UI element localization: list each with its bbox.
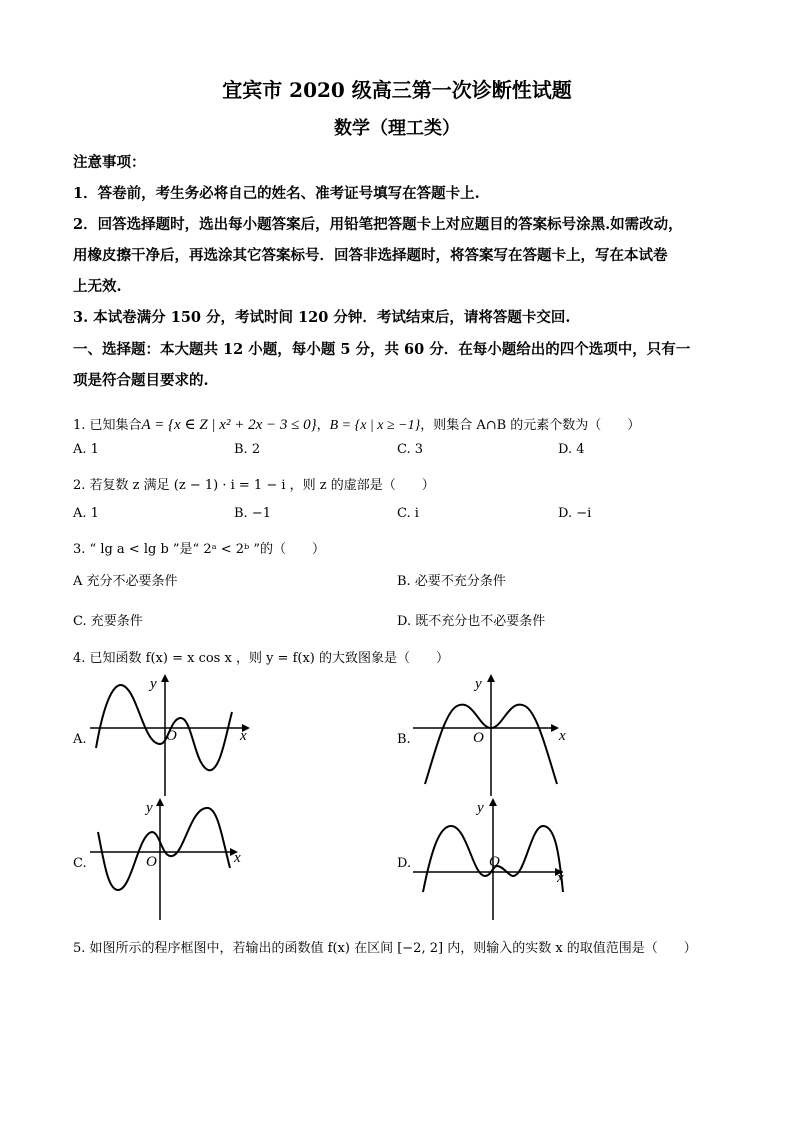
x-axis-label: x (234, 850, 241, 866)
y-axis-arrow (161, 674, 169, 682)
question-3-stem: 3. “ lg a < lg b ”是“ 2ᵃ < 2ᵇ ”的（ ） (73, 542, 326, 557)
option-2c[interactable]: C. i (397, 506, 419, 521)
question-1-suffix: ，则集合 A∩B 的元素个数为（ ） (420, 418, 641, 433)
y-axis-label: y (150, 676, 157, 692)
option-4c[interactable]: C. (73, 856, 87, 871)
question-1-comma: ， (316, 418, 330, 433)
x-axis-label: x (557, 870, 564, 886)
y-axis-arrow (487, 674, 495, 682)
option-1a[interactable]: A. 1 (73, 442, 99, 457)
notice-item: 2．回答选择题时，选出每小题答案后，用铅笔把答题卡上对应题目的答案标号涂黑.如需改动， (73, 216, 683, 233)
notice-item: 上无效. (73, 278, 122, 295)
page-subtitle: 数学（理工类） (334, 118, 460, 139)
y-axis-arrow (489, 798, 497, 806)
set-a-formula: A = {x ∈ Z | x² + 2x − 3 ≤ 0} (141, 417, 317, 433)
section-heading: 项是符合题目要求的. (73, 372, 209, 389)
question-5-stem: 5. 如图所示的程序框图中，若输出的函数值 f(x) 在区间 [−2, 2] 内，则输入的实数 x 的取值范围是（ ） (73, 941, 697, 956)
question-1-stem (73, 414, 640, 434)
origin-label: O (489, 854, 500, 870)
option-4a[interactable]: A. (73, 732, 87, 747)
graph-b (413, 672, 573, 796)
x-axis-label: x (559, 728, 566, 744)
option-3a[interactable]: A 充分不必要条件 (73, 574, 178, 589)
section-heading: 一、选择题：本大题共 12 小题，每小题 5 分，共 60 分．在每小题给出的四个选项中，只有一 (73, 341, 691, 358)
notice-item: 1．答卷前，考生务必将自己的姓名、准考证号填写在答题卡上. (73, 185, 480, 202)
y-axis-label: y (475, 676, 482, 692)
page-title: 宜宾市 2020 级高三第一次诊断性试题 (222, 78, 572, 102)
option-4d[interactable]: D. (397, 856, 412, 871)
notice-heading: 注意事项： (73, 154, 146, 171)
graph-d (413, 796, 583, 920)
notice-item: 3. 本试卷满分 150 分，考试时间 120 分钟．考试结束后，请将答题卡交回. (73, 309, 571, 326)
question-1-prefix: 1. 已知集合 (73, 418, 142, 433)
notice-item: 用橡皮擦干净后，再选涂其它答案标号．回答非选择题时，将答案写在答题卡上，写在本试卷 (73, 247, 668, 264)
x-axis-arrow (551, 724, 559, 732)
option-1b[interactable]: B. 2 (234, 442, 261, 457)
y-axis-label: y (477, 800, 484, 816)
option-3c[interactable]: C. 充要条件 (73, 614, 143, 629)
y-axis-arrow (156, 798, 164, 806)
graph-c (90, 796, 260, 920)
option-1c[interactable]: C. 3 (397, 442, 424, 457)
option-4b[interactable]: B. (397, 732, 411, 747)
set-b-formula: B = {x | x ≥ −1} (329, 418, 421, 433)
option-2a[interactable]: A. 1 (73, 506, 99, 521)
question-4-stem: 4. 已知函数 f(x) = x cos x ，则 y = f(x) 的大致图象是（ ） (73, 651, 450, 666)
option-3d[interactable]: D. 既不充分也不必要条件 (397, 614, 546, 629)
origin-label: O (166, 728, 177, 744)
option-1d[interactable]: D. 4 (558, 442, 585, 457)
option-2b[interactable]: B. −1 (234, 506, 271, 521)
question-2-stem: 2. 若复数 z 满足 (z − 1) · i = 1 − i ，则 z 的虚部是（ ） (73, 478, 435, 493)
y-axis-label: y (146, 800, 153, 816)
origin-label: O (146, 854, 157, 870)
x-axis-label: x (240, 728, 247, 744)
origin-label: O (473, 730, 484, 746)
graph-a (90, 672, 260, 796)
option-3b[interactable]: B. 必要不充分条件 (397, 574, 506, 589)
option-2d[interactable]: D. −i (558, 506, 592, 521)
graph-c-curve (98, 808, 230, 890)
